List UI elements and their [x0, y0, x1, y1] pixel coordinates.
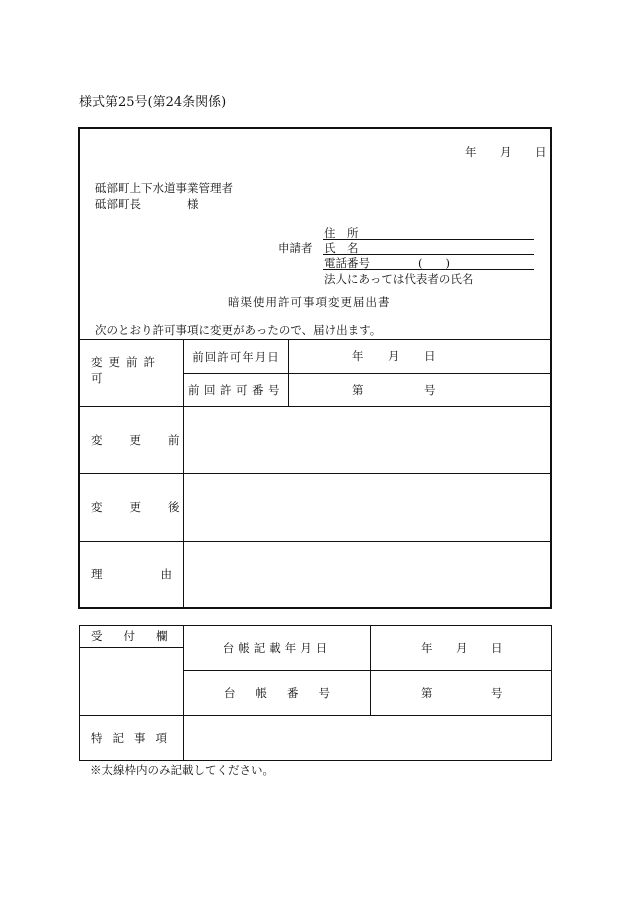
prev-number-dai: 第	[352, 383, 364, 397]
date-day: 日	[535, 145, 547, 159]
addressee-honorific: 様	[187, 197, 199, 211]
row-line-1	[80, 339, 550, 340]
prev-date-year: 年	[352, 349, 364, 363]
label-reception: 受付欄	[91, 629, 189, 643]
applicant-phone-label: 電話番号	[324, 256, 370, 270]
applicant-name-label: 氏 名	[324, 241, 359, 255]
applicant-label: 申請者	[278, 241, 313, 255]
office-line-remarks	[79, 715, 552, 716]
applicant-address-label: 住 所	[324, 226, 359, 240]
ledger-day: 日	[491, 641, 503, 655]
addressee-line1: 砥部町上下水道事業管理者	[95, 181, 233, 195]
label-remarks: 特記事項	[91, 731, 177, 745]
label-prev-date: 前回許可年月日	[192, 349, 280, 364]
col-line-2	[288, 339, 289, 406]
name-underline	[323, 254, 534, 255]
label-prev-permit	[91, 355, 171, 385]
ledger-year: 年	[421, 641, 433, 655]
phone-underline	[323, 269, 534, 270]
date-year: 年	[465, 145, 477, 159]
ledger-number-go: 号	[491, 686, 503, 700]
prev-date-month: 月	[388, 349, 400, 363]
document-title: 暗渠使用許可事項変更届出書	[228, 295, 391, 309]
addressee-line2: 砥部町長	[95, 197, 141, 211]
office-col-2	[370, 625, 371, 715]
label-prev-number: 前回許可番号	[188, 383, 284, 397]
applicant-phone-parens: ( )	[418, 256, 450, 270]
label-prev-permit-text: 変更前許可	[91, 355, 161, 385]
label-ledger-date: 台帳記載年月日	[222, 641, 332, 655]
date-month: 月	[500, 145, 512, 159]
ledger-number-dai: 第	[421, 686, 433, 700]
form-number: 様式第25号(第24条関係)	[79, 95, 227, 110]
label-ledger-number: 台帳番号	[224, 686, 350, 700]
prev-number-go: 号	[424, 383, 436, 397]
applicant-corp-note: 法人にあっては代表者の氏名	[324, 272, 474, 286]
row-line-5	[80, 541, 550, 542]
label-before: 変更前	[91, 433, 207, 447]
footnote: ※太線枠内のみ記載してください。	[90, 763, 274, 777]
address-underline	[323, 239, 534, 240]
label-reason: 理由	[91, 567, 230, 581]
intro-text: 次のとおり許可事項に変更があったので、届け出ます。	[95, 323, 382, 337]
row-line-3	[80, 406, 550, 407]
prev-date-day: 日	[424, 349, 436, 363]
ledger-month: 月	[456, 641, 468, 655]
row-line-4	[80, 473, 550, 474]
label-after: 変更後	[91, 500, 207, 514]
office-line-reception	[79, 647, 184, 648]
